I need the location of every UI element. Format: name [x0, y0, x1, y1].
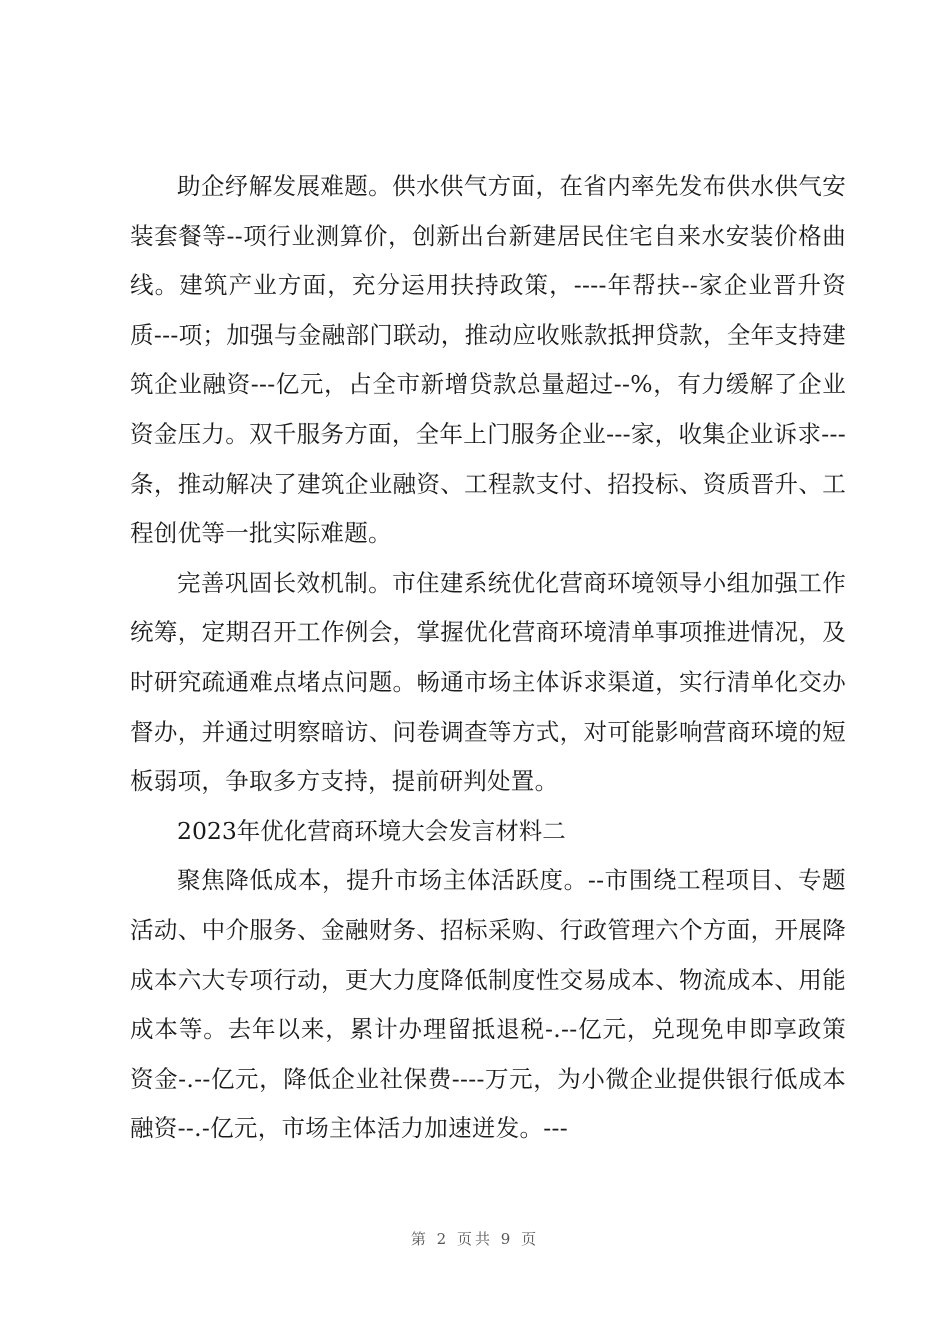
paragraph-long-term-mechanism: 完善巩固长效机制。市住建系统优化营商环境领导小组加强工作统筹，定期召开工作例会，掌握优化营商环境清单事项推进情况，及时研究疏通难点堵点问题。畅通市场主体诉求渠道，实行清单化交办督办，并通过明察暗访、问卷调查等方式，对可能影响营商环境的短板弱项，争取多方支持，提前研判处置。: [130, 568, 846, 796]
document-body: [130, 162, 846, 1154]
page-footer: [0, 1228, 950, 1249]
page-number: 第 2 页共 9 页: [410, 1230, 540, 1248]
paragraph-enterprise-support: 助企纾解发展难题。供水供气方面，在省内率先发布供水供气安装套餐等--项行业测算价，创新出台新建居民住宅自来水安装价格曲线。建筑产业方面，充分运用扶持政策，----年帮扶--家企业晋升资质---项；加强与金融部门联动，推动应收账款抵押贷款，全年支持建筑企业融资---亿元，占全市新增贷款总量超过--%，有力缓解了企业资金压力。双千服务方面，全年上门服务企业---家，收集企业诉求---条，推动解决了建筑企业融资、工程款支付、招投标、资质晋升、工程创优等一批实际难题。: [130, 172, 846, 548]
paragraph-reduce-costs: 聚焦降低成本，提升市场主体活跃度。--市围绕工程项目、专题活动、中介服务、金融财务、招标采购、行政管理六个方面，开展降成本六大专项行动，更大力度降低制度性交易成本、物流成本、用能成本等。去年以来，累计办理留抵退税-.--亿元，兑现免申即享政策资金-.--亿元，降低企业社保费----万元，为小微企业提供银行低成本融资--.-亿元，市场主体活力加速迸发。---: [130, 866, 846, 1143]
section-heading: 2023年优化营商环境大会发言材料二: [177, 816, 566, 845]
